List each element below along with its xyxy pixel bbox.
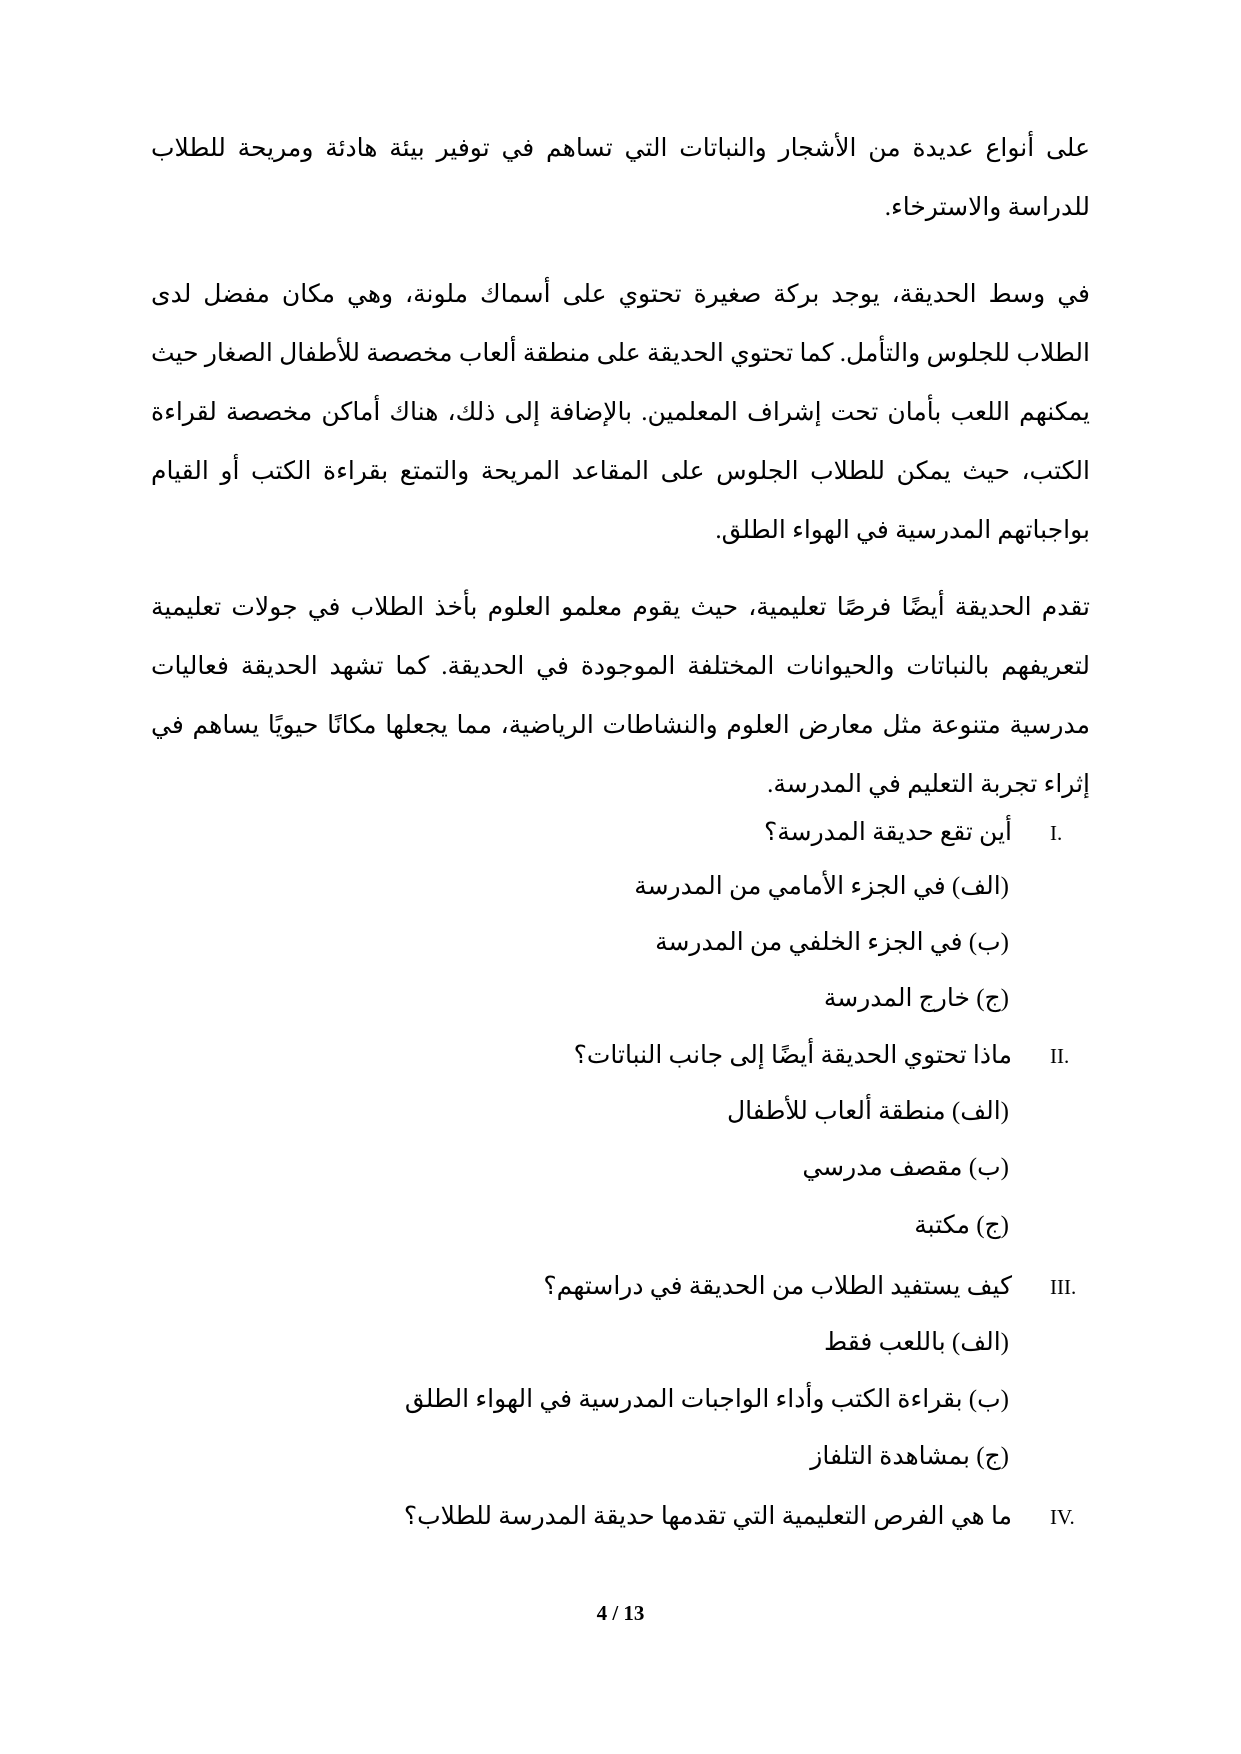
question-number: II.	[1050, 1044, 1070, 1068]
option-text: (الف) في الجزء الأمامي من المدرسة	[634, 873, 1009, 900]
paragraph-garden-plants: على أنواع عديدة من الأشجار والنباتات التي تساهم في توفير بيئة هادئة ومريحة للطلاب للدراسة والاسترخاء.	[151, 135, 1090, 221]
question-number: III.	[1050, 1275, 1077, 1299]
question-text: ما هي الفرص التعليمية التي تقدمها حديقة المدرسة للطلاب؟	[403, 1503, 1012, 1530]
paragraph-garden-education: تقدم الحديقة أيضًا فرصًا تعليمية، حيث يقوم معلمو العلوم بأخذ الطلاب في جولات تعليمية لتعريفهم بالنباتات والحيوانات المختلفة الموجودة في الحديقة. كما تشهد الحديقة فعاليات مدرسية متنوعة مثل معارض العلوم والنشاطات الرياضية، مما يجعلها مكانًا حيويًا يساهم في إثراء تجربة التعليم في المدرسة.	[151, 594, 1090, 798]
question-2	[151, 1031, 1090, 1081]
question-2-option-b	[151, 1143, 1009, 1193]
question-1-option-a	[151, 862, 1009, 912]
option-text: (الف) باللعب فقط	[824, 1329, 1009, 1356]
question-1-option-c	[151, 974, 1009, 1024]
paragraph-garden-pond: في وسط الحديقة، يوجد بركة صغيرة تحتوي على أسماك ملونة، وهي مكان مفضل لدى الطلاب للجلوس والتأمل. كما تحتوي الحديقة على منطقة ألعاب مخصصة للأطفال الصغار حيث يمكنهم اللعب بأمان تحت إشراف المعلمين. بالإضافة إلى ذلك، هناك أماكن مخصصة لقراءة الكتب، حيث يمكن للطلاب الجلوس على المقاعد المريحة والتمتع بقراءة الكتب أو القيام بواجباتهم المدرسية في الهواء الطلق.	[151, 281, 1090, 544]
option-text: (الف) منطقة ألعاب للأطفال	[727, 1098, 1009, 1125]
option-text: (ج) مكتبة	[914, 1212, 1009, 1239]
question-text: كيف يستفيد الطلاب من الحديقة في دراستهم؟	[543, 1273, 1012, 1300]
question-4	[151, 1492, 1090, 1542]
option-text: (ب) بقراءة الكتب وأداء الواجبات المدرسية في الهواء الطلق	[404, 1386, 1009, 1413]
question-2-option-c	[151, 1201, 1009, 1251]
question-1-option-b	[151, 918, 1009, 968]
question-number: I.	[1050, 821, 1063, 845]
question-1	[151, 808, 1090, 858]
question-3-option-b	[151, 1375, 1009, 1425]
option-text: (ب) في الجزء الخلفي من المدرسة	[655, 929, 1009, 956]
option-text: (ب) مقصف مدرسي	[802, 1154, 1009, 1181]
page-number: 4 / 13	[596, 1601, 645, 1625]
option-text: (ج) خارج المدرسة	[823, 985, 1009, 1012]
question-3-option-c	[151, 1432, 1009, 1482]
option-text: (ج) بمشاهدة التلفاز	[810, 1443, 1009, 1470]
question-3	[151, 1262, 1090, 1312]
question-text: أين تقع حديقة المدرسة؟	[763, 819, 1012, 846]
question-text: ماذا تحتوي الحديقة أيضًا إلى جانب النباتات؟	[573, 1042, 1012, 1069]
question-3-option-a	[151, 1318, 1009, 1368]
question-number: IV.	[1050, 1505, 1075, 1529]
question-2-option-a	[151, 1087, 1009, 1137]
